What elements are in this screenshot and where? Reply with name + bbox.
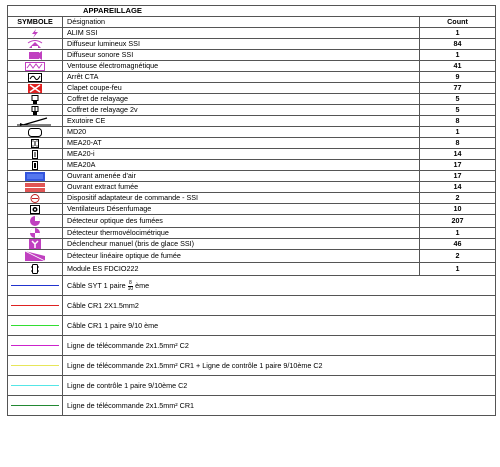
designation-cell: Détecteur optique des fumées [63,215,420,228]
symbol-cell [8,160,63,171]
designation-cell: Ventouse électromagnétique [63,61,420,72]
command-adapter-icon [30,194,40,203]
table-row [8,204,496,215]
symbol-cell [8,116,63,127]
table-row [8,171,496,182]
fire-damper-icon [28,84,42,93]
designation-cell: Clapet coupe-feu [63,83,420,94]
smoke-vent-icon [17,117,53,126]
table-row [8,228,496,239]
cable-symbol-cell [8,336,63,356]
cable-label: Ligne de télécommande 2x1.5mm² C2 [67,341,189,351]
heat-detector-icon [29,228,41,238]
cable-symbol-cell [8,316,63,336]
mea20a-icon [30,161,40,170]
mea20-i-icon [30,150,40,159]
designation-cell: Arrêt CTA [63,72,420,83]
cable-row [8,396,496,416]
cable-row [8,276,496,296]
count-cell: 8 [420,138,496,149]
table-row [8,28,496,39]
table-row [8,116,496,127]
count-cell: 84 [420,39,496,50]
table-row [8,215,496,228]
cable-designation-cell [63,356,496,376]
cable-row [8,356,496,376]
designation-cell: Diffuseur lumineux SSI [63,39,420,50]
table-row [8,127,496,138]
symbol-cell [8,83,63,94]
cable-designation-cell [63,276,496,296]
table-row [8,239,496,250]
cable-label-prefix: Câble SYT 1 paire [67,281,128,291]
designation-cell: MEA20-AT [63,138,420,149]
relay-box-2v-icon [30,106,40,115]
cable-label: Ligne de contrôle 1 paire 9/10ème C2 [67,381,188,391]
designation-cell: Ouvrant extract fumée [63,182,420,193]
cable-label: Câble CR1 1 paire 9/10 ème [67,321,159,331]
cable-line-icon [11,405,59,407]
cable-designation-cell [63,396,496,416]
air-inlet-opening-icon [25,172,45,181]
designation-cell: Diffuseur sonore SSI [63,50,420,61]
table-row [8,193,496,204]
table-row [8,250,496,263]
cable-line-icon [11,365,59,367]
designation-cell: Ouvrant amenée d'air [63,171,420,182]
table-title: APPAREILLAGE [8,6,496,17]
light-diffuser-icon [27,40,43,49]
count-cell: 1 [420,50,496,61]
designation-cell: Coffret de relayage [63,94,420,105]
count-cell: 14 [420,149,496,160]
cable-row [8,376,496,396]
designation-cell: Module ES FDCIO222 [63,263,420,276]
symbol-cell [8,215,63,228]
designation-cell: Détecteur linéaire optique de fumée [63,250,420,263]
count-cell: 1 [420,263,496,276]
cta-stop-icon [28,73,42,82]
mea20-at-icon [30,139,40,148]
cable-line-icon [11,305,59,307]
symbol-cell [8,263,63,276]
symbol-cell [8,72,63,83]
count-cell: 207 [420,215,496,228]
count-cell: 2 [420,250,496,263]
cable-label: Ligne de télécommande 2x1.5mm² CR1 + Ligne de contrôle 1 paire 9/10ème C2 [67,361,323,371]
cable-symbol-cell [8,396,63,416]
md20-icon [28,128,42,137]
cable-label: Ligne de télécommande 2x1.5mm² CR1 [67,401,195,411]
cable-line-icon [11,285,59,287]
cable-row [8,296,496,316]
designation-cell: Exutoire CE [63,116,420,127]
count-cell: 17 [420,171,496,182]
symbol-cell [8,138,63,149]
symbol-cell [8,239,63,250]
speaker-icon [27,51,43,60]
linear-smoke-detector-icon [25,251,45,261]
designation-column-header: Désignation [63,17,420,28]
table-row [8,105,496,116]
count-cell: 9 [420,72,496,83]
count-cell: 1 [420,28,496,39]
cable-line-icon [11,385,59,387]
table-title-row [8,6,496,17]
manual-call-point-icon [29,239,41,249]
cable-symbol-cell [8,356,63,376]
designation-cell: Ventilateurs Désenfumage [63,204,420,215]
designation-cell: MD20 [63,127,420,138]
symbol-column-header: SYMBOLE [8,17,63,28]
table-row [8,94,496,105]
table-row [8,83,496,94]
electromagnetic-vent-icon [25,62,45,71]
count-column-header: Count [420,17,496,28]
count-cell: 2 [420,193,496,204]
table-row [8,160,496,171]
count-cell: 46 [420,239,496,250]
cable-line-icon [11,325,59,327]
smoke-extract-opening-icon [25,183,45,192]
cable-symbol-cell [8,276,63,296]
optical-smoke-detector-icon [29,216,41,226]
count-cell: 10 [420,204,496,215]
designation-cell: Dispositif adaptateur de commande - SSI [63,193,420,204]
symbol-cell [8,250,63,263]
symbol-cell [8,149,63,160]
table-row [8,138,496,149]
fraction-numerator: 8 [129,279,132,286]
count-cell: 77 [420,83,496,94]
count-cell: 5 [420,94,496,105]
cable-row [8,336,496,356]
column-header-row [8,17,496,28]
cable-designation-cell [63,336,496,356]
table-row [8,149,496,160]
cable-row [8,316,496,336]
count-cell: 17 [420,160,496,171]
table-row [8,72,496,83]
symbol-cell [8,28,63,39]
symbol-cell [8,127,63,138]
lightning-icon [30,29,40,38]
symbol-cell [8,105,63,116]
cable-designation-cell [63,316,496,336]
symbol-cell [8,50,63,61]
smoke-fan-icon [30,205,40,214]
cable-designation-cell [63,376,496,396]
module-icon [30,264,40,274]
cable-designation-cell [63,296,496,316]
table-row [8,182,496,193]
relay-box-icon [30,95,40,104]
table-row [8,39,496,50]
cable-label: Câble CR1 2X1.5mm2 [67,301,139,311]
designation-cell: Déclencheur manuel (bris de glace SSI) [63,239,420,250]
designation-cell: ALIM SSI [63,28,420,39]
count-cell: 8 [420,116,496,127]
symbol-cell [8,193,63,204]
count-cell: 1 [420,127,496,138]
symbol-cell [8,228,63,239]
designation-cell: Coffret de relayage 2v [63,105,420,116]
symbol-cell [8,94,63,105]
table-row [8,50,496,61]
symbol-cell [8,171,63,182]
cable-line-icon [11,345,59,347]
count-cell: 41 [420,61,496,72]
table-row [8,263,496,276]
symbol-cell [8,204,63,215]
cable-label-suffix: ème [133,281,150,291]
symbol-cell [8,39,63,50]
symbol-cell [8,61,63,72]
designation-cell: Détecteur thermovélocimétrique [63,228,420,239]
cable-symbol-cell [8,376,63,396]
count-cell: 5 [420,105,496,116]
legend-table-container [7,5,495,416]
symbol-cell [8,182,63,193]
count-cell: 14 [420,182,496,193]
table-row [8,61,496,72]
fraction-denominator: 10 [127,285,134,292]
designation-cell: MEA20-i [63,149,420,160]
count-cell: 1 [420,228,496,239]
designation-cell: MEA20A [63,160,420,171]
cable-symbol-cell [8,296,63,316]
legend-table [7,5,496,416]
